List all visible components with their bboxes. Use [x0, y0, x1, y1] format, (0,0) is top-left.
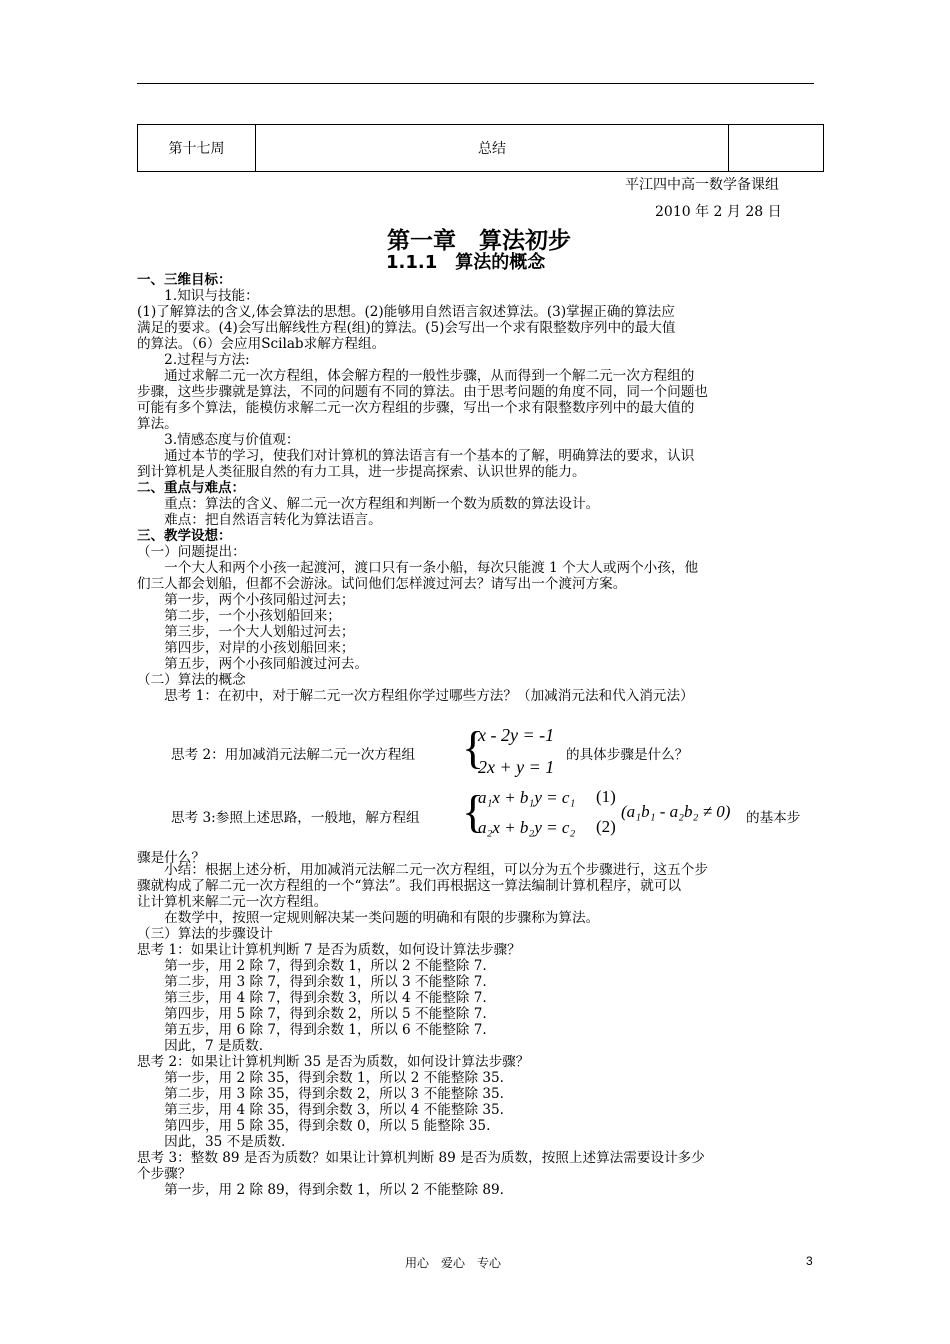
paragraph-line: 算法。 [137, 416, 178, 432]
week-cell: 第十七周 [138, 125, 256, 172]
paragraph-line: 难点：把自然语言转化为算法语言。 [137, 512, 382, 528]
paragraph-line: 因此，35 不是质数. [137, 1134, 286, 1150]
paragraph-line: 思考 1：在初中，对于解二元一次方程组你学过哪些方法？（加减消元法和代入消元法） [137, 688, 694, 704]
paragraph-line: 思考 1：如果让计算机判断 7 是否为质数，如何设计算法步骤？ [137, 942, 521, 958]
equation-line: x - 2y = -1 [478, 725, 555, 745]
paragraph-line: （三）算法的步骤设计 [137, 926, 273, 942]
equation-line: a₁x + b₁y = c₁ [478, 788, 576, 807]
paragraph-line: 第五步，两个小孩同船渡过河去。 [137, 656, 369, 672]
heading-key-points: 二、重点与难点： [137, 480, 245, 496]
paragraph-line: 骤就构成了解二元一次方程组的一个“算法”。我们再根据这一算法编制计算机程序，就可以 [137, 878, 682, 894]
paragraph-line: 第一步，两个小孩同船过河去； [137, 592, 355, 608]
page-number: 3 [806, 1254, 813, 1268]
think3-prefix: 思考 3:参照上述思路，一般地，解方程组 [171, 810, 420, 826]
paragraph-line: 第二步，用 3 除 7，得到余数 1，所以 3 不能整除 7. [137, 974, 487, 990]
think3-suffix: 的基本步 [746, 810, 801, 826]
paragraph-line: (1)了解算法的含义,体会算法的思想。(2)能够用自然语言叙述算法。(3)掌握正确的算法应 [137, 304, 675, 320]
footer-text: 用心 爱心 专心 [405, 1256, 502, 1270]
paragraph-line: 第一步，用 2 除 35，得到余数 1，所以 2 不能整除 35. [137, 1070, 504, 1086]
think2-suffix: 的具体步骤是什么？ [566, 747, 689, 763]
paragraph-line: 第三步，用 4 除 35，得到余数 3，所以 4 不能整除 35. [137, 1102, 504, 1118]
paragraph-line: 满足的要求。(4)会写出解线性方程(组)的算法。(5)会写出一个求有限整数序列中的最大值 [137, 320, 676, 336]
paragraph-line: 第二步，一个小孩划船回来； [137, 608, 341, 624]
paragraph-line: 个步骤？ [137, 1166, 192, 1182]
group-name: 平江四中高一数学备课组 [625, 177, 779, 193]
paragraph-line: 第一步，用 2 除 89，得到余数 1，所以 2 不能整除 89. [137, 1182, 504, 1198]
paragraph-line: 到计算机是人类征服自然的有力工具，进一步提高探索、认识世界的能力。 [137, 464, 586, 480]
paragraph-line: 2.过程与方法: [137, 352, 250, 368]
paragraph-line: 第二步，用 3 除 35，得到余数 2，所以 3 不能整除 35. [137, 1086, 504, 1102]
header-rule [137, 83, 814, 84]
paragraph-line: 因此，7 是质数. [137, 1038, 264, 1054]
paragraph-line: 思考 3：整数 89 是否为质数？如果让计算机判断 89 是否为质数，按照上述算法需要设计多少 [137, 1150, 705, 1166]
schedule-table [137, 124, 824, 172]
heading-objectives: 一、三维目标： [137, 272, 232, 288]
chapter-title: 第一章 算法初步 [387, 228, 571, 254]
paragraph-line: 第三步，一个大人划船过河去； [137, 624, 355, 640]
paragraph-line: 的算法。（6）会应用Scilab求解方程组。 [137, 336, 386, 352]
paragraph-line: 通过求解二元一次方程组，体会解方程的一般性步骤，从而得到一个解二元一次方程组的 [137, 368, 695, 384]
paragraph-line: 通过本节的学习，使我们对计算机的算法语言有一个基本的了解，明确算法的要求，认识 [137, 448, 695, 464]
paragraph-line: 一个大人和两个小孩一起渡河，渡口只有一条小船，每次只能渡 1 个大人或两个小孩，他 [137, 560, 699, 576]
paragraph-line: 3.情感态度与价值观： [137, 432, 300, 448]
paragraph-line: 第四步，对岸的小孩划船回来； [137, 640, 355, 656]
left-brace-icon: { [462, 722, 485, 773]
paragraph-line: 第三步，用 4 除 7，得到余数 3，所以 4 不能整除 7. [137, 990, 487, 1006]
table-row [138, 125, 824, 172]
paragraph-line: 第一步，用 2 除 7，得到余数 1，所以 2 不能整除 7. [137, 958, 487, 974]
think2-prefix: 思考 2：用加减消元法解二元一次方程组 [171, 747, 416, 763]
condition-expression: (a₁b₁ - a₂b₂ ≠ 0) [621, 802, 731, 821]
doc-date: 2010 年 2 月 28 日 [655, 204, 782, 220]
equation-number: (1) [596, 787, 616, 806]
paragraph-line: 第四步，用 5 除 7，得到余数 2，所以 5 不能整除 7. [137, 1006, 487, 1022]
paragraph-line: 可能有多个算法，能模仿求解二元一次方程组的步骤，写出一个求有限整数序列中的最大值的 [137, 400, 695, 416]
paragraph-line: 第五步，用 6 除 7，得到余数 1，所以 6 不能整除 7. [137, 1022, 487, 1038]
paragraph-line: 重点：算法的含义、解二元一次方程组和判断一个数为质数的算法设计。 [137, 496, 600, 512]
paragraph-line: 思考 2：如果让计算机判断 35 是否为质数，如何设计算法步骤？ [137, 1054, 530, 1070]
left-brace-icon: { [462, 786, 485, 837]
paragraph-line: 在数学中，按照一定规则解决某一类问题的明确和有限的步骤称为算法。 [137, 910, 600, 926]
paragraph-line: 小结：根据上述分析，用加减消元法解二元一次方程组，可以分为五个步骤进行，这五个步 [137, 862, 708, 878]
equation-line: a₂x + b₂y = c₂ [478, 818, 576, 837]
equation-number: (2) [596, 817, 616, 836]
content-cell: 总结 [256, 125, 729, 172]
note-cell [729, 125, 824, 172]
body-block-b [137, 862, 817, 1198]
section-title: 1.1.1 算法的概念 [386, 252, 546, 273]
paragraph-line: 第四步，用 5 除 35，得到余数 0，所以 5 能整除 35. [137, 1118, 491, 1134]
heading-teaching-plan: 三、教学设想： [137, 528, 232, 544]
paragraph-line: （二）算法的概念 [137, 672, 246, 688]
paragraph-line: 让计算机来解二元一次方程组。 [137, 894, 328, 910]
equation-line: 2x + y = 1 [478, 757, 555, 777]
paragraph-line: 1.知识与技能： [137, 288, 259, 304]
think3-continuation: 骤是什么？ [137, 850, 205, 866]
body-block-a [137, 272, 817, 704]
paragraph-line: （一）问题提出： [137, 544, 246, 560]
paragraph-line: 们三人都会划船，但都不会游泳。试问他们怎样渡过河去？请写出一个渡河方案。 [137, 576, 627, 592]
paragraph-line: 步骤，这些步骤就是算法，不同的问题有不同的算法。由于思考问题的角度不同，同一个问题也 [137, 384, 708, 400]
